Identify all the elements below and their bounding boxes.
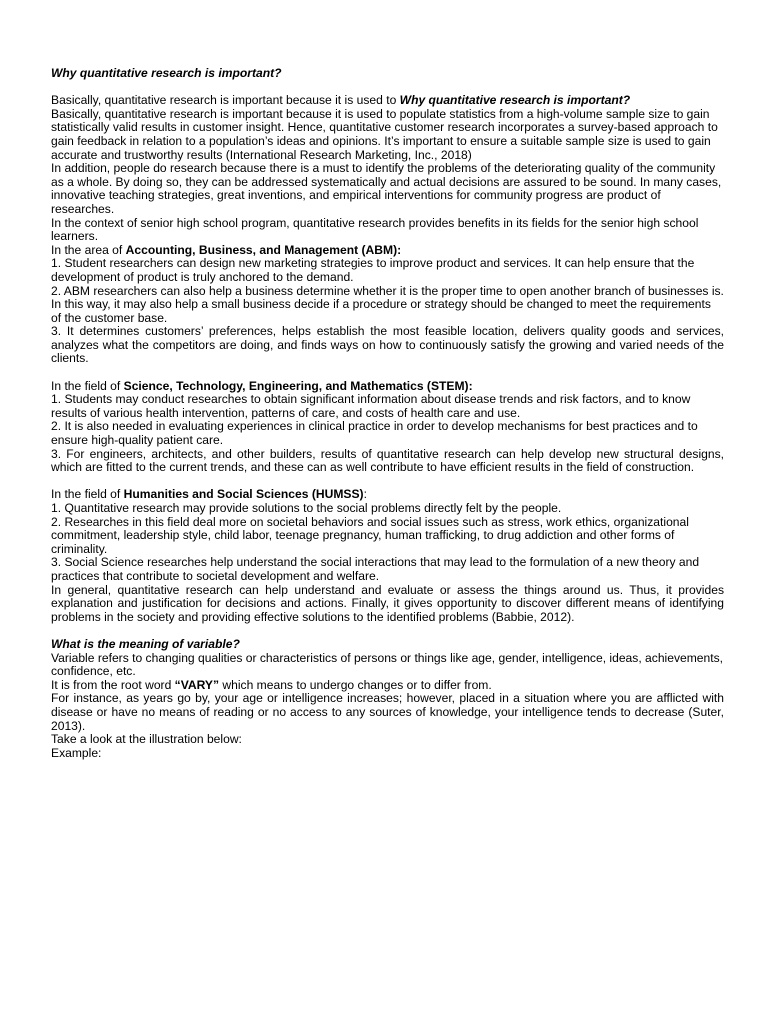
paragraph-purpose: Basically, quantitative research is important because it is used to populate statistics from a high-volume sample size to gain statistically valid results in customer insight. Hence, quantitative customer research incorporates a survey-based approach to gain feedback in relation to a population’s ideas and opinions. It’s important to ensure a suitable sample size is used to gain accurate and trustworthy results (International Research Marketing, Inc., 2018) [51,106,718,162]
abm-name: Accounting, Business, and Management (ABM): [125,242,402,257]
variable-root-word: It is from the root word “VARY” which means to undergo changes or to differ from. [51,677,492,692]
variable-instance: For instance, as years go by, your age or intelligence increases; however, placed in a situation where you are afflicted with disease or have no means of reading or no access to any sources of knowledge, your intelligence tends to decrease (Suter, 2013). [51,691,724,733]
abm-heading: In the area of Accounting, Business, and Management (ABM): [51,242,402,257]
intro-emphasis: Why quantitative research is important? [399,93,631,108]
humss-item: 2. Researches in this field deal more on societal behaviors and social issues such as stress, work ethics, organizational commitment, leadership style, child labor, teenage pregnancy, human trafficking, to drug addiction and other forms of criminality. [51,514,689,556]
spacer [51,475,724,489]
paragraph-addition: In addition, people do research because there is a must to identify the problems of the deteriorating quality of the community as a whole. By doing so, they can be addressed systematically and actual decisions are assured to be sound. In many cases, innovative teaching strategies, great inventions, and empirical interventions for community progress are product of researches. [51,161,722,216]
paragraph-general: In general, quantitative research can help understand and evaluate or assess the things around us. Thus, it provides explanation and justification for decisions and actions. Finally, it gives opportunity to discover different means of identifying problems in the society and providing effective solutions to the identified problems (Babbie, 2012). [51,582,724,624]
example-label: Example: [51,745,102,760]
humss-name: Humanities and Social Sciences (HUMSS) [123,487,364,502]
paragraph-context: In the context of senior high school program, quantitative research provides benefits in its fields for the senior high school learners. [51,215,699,244]
abm-item: 3. It determines customers’ preferences, helps establish the most feasible location, delivers quality goods and services, analyzes what the competitors are doing, and finds ways on how to continuously satisfy the growing and varied needs of the clients. [51,324,724,366]
heading-variable-meaning: What is the meaning of variable? [51,636,240,651]
intro-text: Basically, quantitative research is important because it is used to [51,93,400,108]
humss-heading: In the field of Humanities and Social Sciences (HUMSS): [51,487,367,502]
abm-item: 2. ABM researchers can also help a business determine whether it is the proper time to open another branch of businesses is. In this way, it may also help a small business decide if a procedure or strategy should be changed to meet the requirements of the customer base. [51,283,724,325]
illustration-prompt: Take a look at the illustration below: [51,732,242,747]
stem-item: 3. For engineers, architects, and other builders, results of quantitative research can help develop new structural designs, which are fitted to the current trends, and these can as well contribute to have efficient results in the field of construction. [51,446,724,475]
spacer [51,366,724,380]
document-body [51,67,724,760]
stem-item: 1. Students may conduct researches to obtain significant information about disease trends and risk factors, and to know results of various health intervention, patterns of care, and costs of health care and use. [51,392,691,420]
spacer [51,81,724,95]
stem-item: 2. It is also needed in evaluating experiences in clinical practice in order to develop mechanisms for best practices and to ensure high-quality patient care. [51,419,698,448]
root-word: “VARY” [174,677,220,692]
variable-definition: Variable refers to changing qualities or characteristics of persons or things like age, gender, intelligence, ideas, achievements, confidence, etc. [51,650,724,679]
stem-heading: In the field of Science, Technology, Engineering, and Mathematics (STEM): [51,378,473,393]
spacer [51,624,724,638]
intro-paragraph [51,94,724,108]
humss-item: 1. Quantitative research may provide solutions to the social problems directly felt by the people. [51,501,562,515]
heading-why-quantitative: Why quantitative research is important? [51,66,282,80]
stem-name: Science, Technology, Engineering, and Mathematics (STEM): [123,378,473,393]
abm-item: 1. Student researchers can design new marketing strategies to improve product and services. It can help ensure that the development of product is truly anchored to the demand. [51,256,695,284]
humss-item: 3. Social Science researches help understand the social interactions that may lead to the formulation of a new theory and practices that contribute to societal development and welfare. [51,555,700,583]
